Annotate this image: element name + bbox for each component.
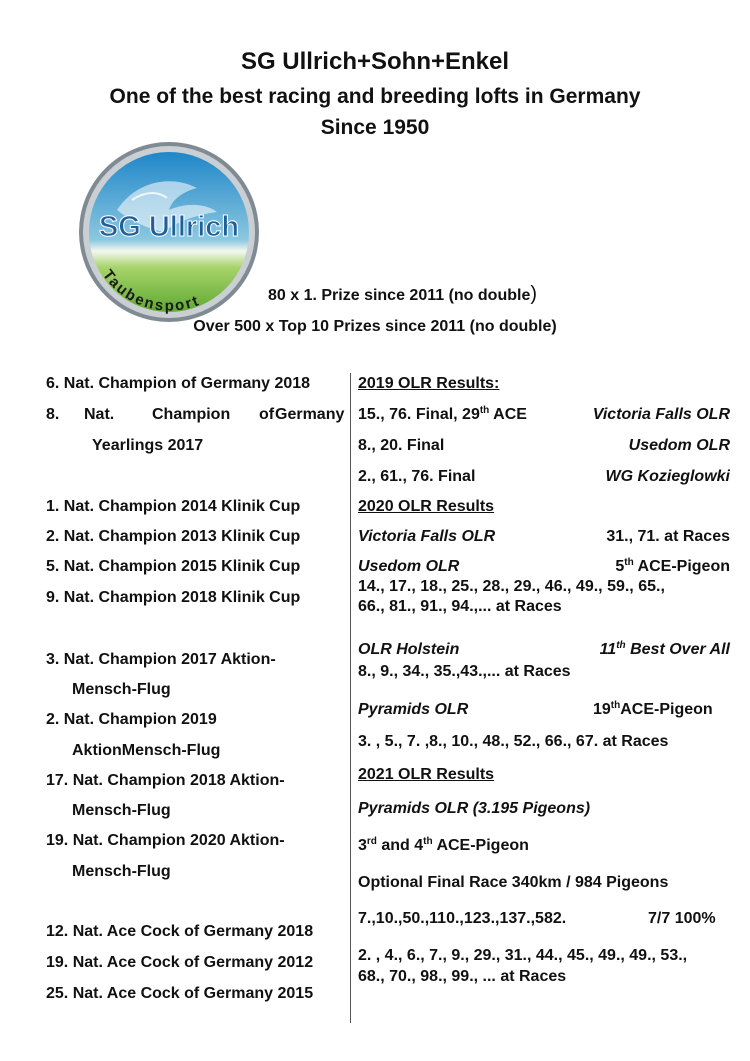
aktion-2020-line1: 19. Nat. Champion 2020 Aktion- bbox=[46, 832, 285, 849]
aktion-2019-line2: AktionMensch-Flug bbox=[72, 742, 221, 759]
result-2019-usedom: 8., 20. Final Usedom OLR bbox=[358, 437, 730, 454]
heading-2020: 2020 OLR Results bbox=[358, 498, 495, 515]
pyramids-races: 3. , 5., 7. ,8., 10., 48., 52., 66., 67. at Races bbox=[358, 733, 669, 750]
heading-2021: 2021 OLR Results bbox=[358, 766, 495, 783]
result-2019-wg: 2., 61., 76. Final WG Kozieglowki bbox=[358, 468, 730, 485]
result-2020-holstein: OLR Holstein 11th Best Over All bbox=[358, 640, 730, 658]
sg-ullrich-logo bbox=[77, 140, 261, 324]
ace-cock-2015: 25. Nat. Ace Cock of Germany 2015 bbox=[46, 985, 314, 1002]
ace-pigeon-3-4: 3rd and 4th ACE-Pigeon bbox=[358, 836, 529, 854]
page-subtitle: One of the best racing and breeding lofts in Germany bbox=[109, 85, 641, 108]
champion-germany-yearlings-line: 8. Nat. Champion of Germany bbox=[46, 406, 345, 423]
prize-line-2: Over 500 x Top 10 Prizes since 2011 (no double) bbox=[193, 318, 557, 335]
column-divider bbox=[350, 373, 351, 1023]
result-2019-victoria: 15., 76. Final, 29th ACE Victoria Falls OLR bbox=[358, 405, 730, 423]
final-races-line2: 68., 70., 98., 99., ... at Races bbox=[358, 968, 567, 985]
klinik-cup-2015: 5. Nat. Champion 2015 Klinik Cup bbox=[46, 558, 301, 575]
usedom-races-line1: 14., 17., 18., 25., 28., 29., 46., 49., 59., 65., bbox=[358, 578, 665, 595]
ace-cock-2012: 19. Nat. Ace Cock of Germany 2012 bbox=[46, 954, 314, 971]
page-title: SG Ullrich+Sohn+Enkel bbox=[240, 48, 510, 75]
prize-line-1: 80 x 1. Prize since 2011 (no double) bbox=[268, 283, 538, 305]
klinik-cup-2014: 1. Nat. Champion 2014 Klinik Cup bbox=[46, 498, 301, 515]
result-2020-pyramids: Pyramids OLR 19thACE-Pigeon bbox=[358, 700, 713, 718]
klinik-cup-2018: 9. Nat. Champion 2018 Klinik Cup bbox=[46, 589, 301, 606]
aktion-2019-line1: 2. Nat. Champion 2019 bbox=[46, 711, 217, 728]
pyramids-2021: Pyramids OLR (3.195 Pigeons) bbox=[358, 800, 591, 817]
champion-germany-2018: 6. Nat. Champion of Germany 2018 bbox=[46, 375, 311, 392]
klinik-cup-2013: 2. Nat. Champion 2013 Klinik Cup bbox=[46, 528, 301, 545]
final-races-line1: 2. , 4., 6., 7., 9., 29., 31., 44., 45., 49., 49., 53., bbox=[358, 947, 688, 964]
heading-2019: 2019 OLR Results: bbox=[358, 375, 500, 392]
since-line: Since 1950 bbox=[320, 116, 430, 139]
optional-final-race: Optional Final Race 340km / 984 Pigeons bbox=[358, 874, 669, 891]
holstein-races: 8., 9., 34., 35.,43.,... at Races bbox=[358, 663, 571, 680]
result-2020-usedom: Usedom OLR 5th ACE-Pigeon bbox=[358, 557, 730, 575]
result-2020-victoria: Victoria Falls OLR 31., 71. at Races bbox=[358, 528, 730, 545]
logo-ring-text: Taubensport bbox=[99, 266, 203, 315]
yearlings-2017: Yearlings 2017 bbox=[92, 437, 204, 454]
aktion-2018-line1: 17. Nat. Champion 2018 Aktion- bbox=[46, 772, 285, 789]
optional-final-results: 7.,10.,50.,110.,123.,137.,582. 7/7 100% bbox=[358, 910, 716, 927]
aktion-2017-line2: Mensch-Flug bbox=[72, 681, 171, 698]
aktion-2018-line2: Mensch-Flug bbox=[72, 802, 171, 819]
aktion-2020-line2: Mensch-Flug bbox=[72, 863, 171, 880]
usedom-races-line2: 66., 81., 91., 94.,... at Races bbox=[358, 598, 562, 615]
logo-main-text: SG Ullrich bbox=[98, 211, 240, 243]
aktion-2017-line1: 3. Nat. Champion 2017 Aktion- bbox=[46, 651, 276, 668]
ace-cock-2018: 12. Nat. Ace Cock of Germany 2018 bbox=[46, 923, 314, 940]
